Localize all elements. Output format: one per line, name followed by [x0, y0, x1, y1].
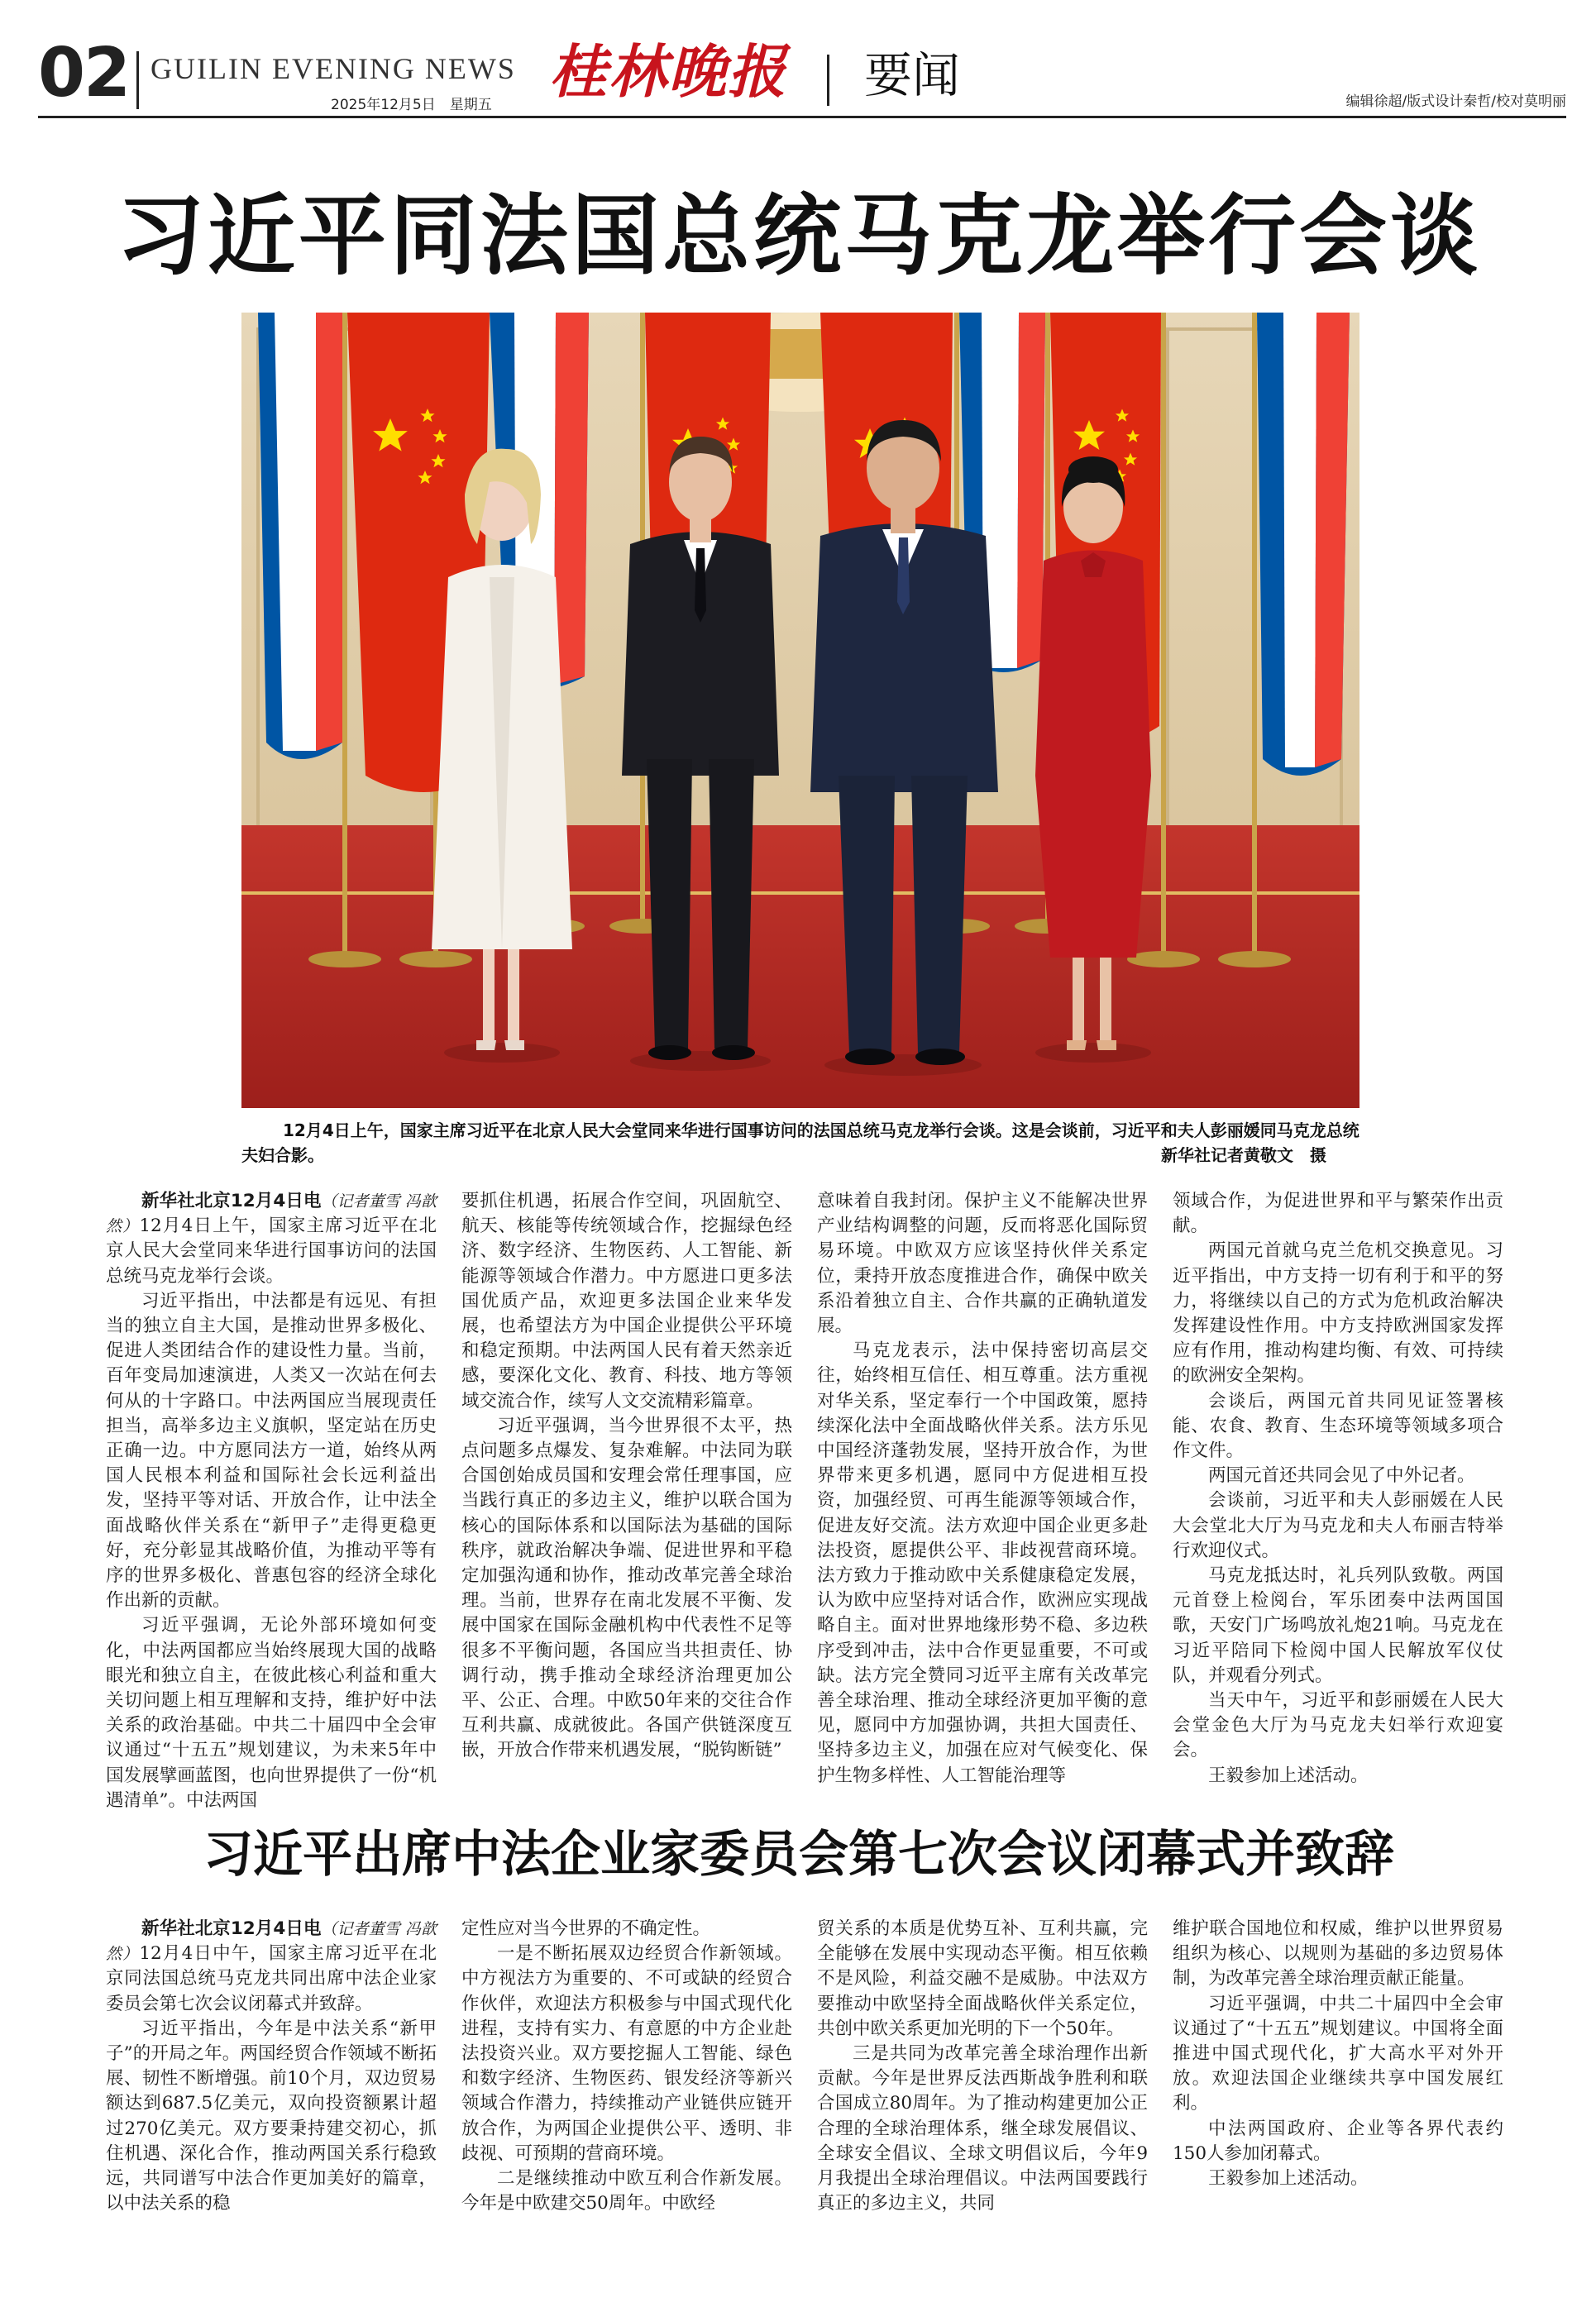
header-rule — [38, 116, 1566, 118]
paragraph: 定性应对当今世界的不确定性。 — [461, 1918, 711, 1939]
paragraph: 马克龙抵达时，礼兵列队致敬。两国元首登上检阅台，军乐团奏中法两国国歌，天安门广场鸣放礼炮21响。马克龙在习近平陪同下检阅中国人民解放军仪仗队，并观看分列式。 — [1173, 1565, 1503, 1686]
photo-credit: 新华社记者黄敬文 摄 — [1161, 1145, 1326, 1165]
paragraph: 二是继续推动中欧互利合作新发展。今年是中欧建交50周年。中欧经 — [461, 2168, 792, 2214]
paragraph: 一是不断拓展双边经贸合作新领域。中方视法方为重要的、不可或缺的经贸合作伙伴，欢迎法方积极参与中国式现代化进程，支持有实力、有意愿的中方企业赴法投资兴业。双方要挖掘人工智能、绿色和数字经济、生物医药、银发经济等新兴领域合作潜力，持续推动产业链供应链开放合作，为两国企业提供公平、透明、非歧视、可预期的营商环境。 — [461, 1943, 792, 2164]
header-divider — [827, 55, 829, 106]
paragraph: 会谈后，两国元首共同见证签署核能、农食、教育、生态环境等领域多项合作文件。 — [1173, 1390, 1503, 1462]
main-headline: 习近平同法国总统马克龙举行会谈 — [117, 185, 1481, 287]
article-body-1 — [106, 1189, 1503, 1811]
section-title: 要闻 — [864, 47, 961, 103]
news-photo — [241, 313, 1359, 1108]
paragraph: 王毅参加上述活动。 — [1208, 2168, 1369, 2190]
photo-caption — [241, 1118, 1359, 1168]
paragraph: 会谈前，习近平和夫人彭丽媛在人民大会堂北大厅为马克龙和夫人布丽吉特举行欢迎仪式。 — [1173, 1490, 1503, 1561]
paragraph: 习近平指出，今年是中法关系“新甲子”的开局之年。两国经贸合作领域不断拓展、韧性不断增强。前10个月，双边贸易额达到687.5亿美元，双向投资额累计超过270亿美元。双方要秉持建交初心，抓住机遇、深化合作，推动两国关系行稳致远，共同谱写中法合作更加美好的篇章，以中法关系的稳 — [106, 2018, 437, 2214]
paragraph: 习近平强调，当今世界很不太平，热点问题多点爆发、复杂难解。中法同为联合国创始成员国和安理会常任理事国，应当践行真正的多边主义，维护以联合国为核心的国际体系和以国际法为基础的国际秩序，就政治解决争端、促进世界和平稳定加强沟通和协作，推动改革完善全球治理。当前，世界存在南北发展不平衡、发展中国家在国际金融机构中代表性不足等很多不平衡问题，各国应当共担责任、协调行动，携手推动全球经济治理更加公平、公正、合理。中欧50年来的交往合作互利共赢、成就彼此。各国产供链深度互嵌，开放合作带来机遇发展，“脱钩断链” — [461, 1415, 792, 1761]
paragraph: 两国元首就乌克兰危机交换意见。习近平指出，中方支持一切有利于和平的努力，将继续以自己的方式为危机政治解决发挥建设性作用。中方支持欧洲国家发挥应有作用，推动构建均衡、有效、可持续的欧洲安全架构。 — [1173, 1240, 1503, 1387]
header-divider — [136, 51, 139, 109]
article-column — [106, 1917, 437, 2281]
caption-text: 12月4日上午，国家主席习近平在北京人民大会堂同来华进行国事访问的法国总统马克龙举行会谈。这是会谈前，习近平和夫人彭丽媛同马克龙总统夫妇合影。 — [241, 1120, 1359, 1165]
article-column — [1173, 1917, 1503, 2281]
paragraph: 两国元首还共同会见了中外记者。 — [1208, 1465, 1475, 1487]
lead-paragraph: 12月4日上午，国家主席习近平在北京人民大会堂同来华进行国事访问的法国总统马克龙举行会谈。 — [106, 1216, 437, 1287]
article-column — [817, 1189, 1148, 1786]
lead-paragraph: 12月4日中午，国家主席习近平在北京同法国总统马克龙共同出席中法企业家委员会第七次会议闭幕式并致辞。 — [106, 1943, 437, 2014]
paragraph: 领域合作，为促进世界和平与繁荣作出贡献。 — [1173, 1191, 1503, 1237]
article-body-2 — [106, 1917, 1503, 2281]
photo-illustration — [241, 313, 1359, 1108]
paragraph: 维护联合国地位和权威，维护以世界贸易组织为核心、以规则为基础的多边贸易体制，为改革完善全球治理贡献正能量。 — [1173, 1918, 1503, 1990]
page-number: 02 — [38, 34, 130, 112]
article-column — [1173, 1189, 1503, 1786]
paragraph: 贸关系的本质是优势互补、互利共赢，完全能够在发展中实现动态平衡。相互依赖不是风险，利益交融不是威胁。中法双方要推动中欧坚持全面战略伙伴关系定位，共创中欧关系更加光明的下一个50年。 — [817, 1918, 1148, 2039]
paragraph: 要抓住机遇，拓展合作空间，巩固航空、航天、核能等传统领域合作，挖掘绿色经济、数字经济、生物医药、人工智能、新能源等领域合作潜力。中方愿进口更多法国优质产品，欢迎更多法国企业来华发展，也希望法方为中国企业提供公平环境和稳定预期。中法两国人民有着天然亲近感，要深化文化、教育、科技、地方等领域交流合作，续写人文交流精彩篇章。 — [461, 1191, 792, 1412]
paragraph: 意味着自我封闭。保护主义不能解决世界产业结构调整的问题，反而将恶化国际贸易环境。中欧双方应该坚持伙伴关系定位，秉持开放态度推进合作，确保中欧关系沿着独立自主、合作共赢的正确轨道发展。 — [817, 1191, 1148, 1337]
paragraph: 习近平强调，中共二十届四中全会审议通过了“十五五”规划建议。中国将全面推进中国式现代化，扩大高水平对外开放。欢迎法国企业继续共享中国发展红利。 — [1173, 1993, 1503, 2114]
dateline: 新华社北京12月4日电 — [141, 1191, 322, 1211]
article-column — [817, 1917, 1148, 2281]
paragraph: 中法两国政府、企业等各界代表约150人参加闭幕式。 — [1173, 2118, 1503, 2164]
reporter-credit: （记者董雪 冯歆然） — [106, 1192, 437, 1236]
editor-credits: 编辑徐超/版式设计秦哲/校对莫明丽 — [1345, 93, 1566, 110]
reporter-credit: （记者董雪 冯歆然） — [106, 1920, 437, 1964]
paper-name-english: GUILIN EVENING NEWS — [151, 52, 516, 85]
paragraph: 王毅参加上述活动。 — [1208, 1765, 1369, 1786]
issue-date: 2025年12月5日 星期五 — [331, 97, 492, 113]
article-column — [106, 1189, 437, 1811]
article-column — [461, 1917, 792, 2281]
newspaper-logo: 桂林晚报 — [549, 37, 787, 106]
article-column — [461, 1189, 792, 1778]
secondary-headline: 习近平出席中法企业家委员会第七次会议闭幕式并致辞 — [203, 1826, 1394, 1884]
paragraph: 当天中午，习近平和彭丽媛在人民大会堂金色大厅为马克龙夫妇举行欢迎宴会。 — [1173, 1690, 1503, 1761]
paragraph: 习近平指出，中法都是有远见、有担当的独立自主大国，是推动世界多极化、促进人类团结合作的建设性力量。当前，百年变局加速演进，人类又一次站在何去何从的十字路口。中法两国应当展现责任担当，高举多边主义旗帜，坚定站在历史正确一边。中方愿同法方一道，始终从两国人民根本利益和国际社会长远利益出发，坚持平等对话、开放合作，让中法全面战略伙伴关系在“新甲子”走得更稳更好，充分彰显其战略价值，为推动平等有序的世界多极化、普惠包容的经济全球化作出新的贡献。 — [106, 1290, 437, 1612]
paragraph: 习近平强调，无论外部环境如何变化，中法两国都应当始终展现大国的战略眼光和独立自主，在彼此核心利益和重大关切问题上相互理解和支持，维护好中法关系的政治基础。中共二十届四中全会审议通过“十五五”规划建议，为未来5年中国发展擘画蓝图，也向世界提供了一份“机遇清单”。中法两国 — [106, 1615, 437, 1811]
paragraph: 马克龙表示，法中保持密切高层交往，始终相互信任、相互尊重。法方重视对华关系，坚定奉行一个中国政策，愿持续深化法中全面战略伙伴关系。法方乐见中国经济蓬勃发展，坚持开放合作，为世界带来更多机遇，愿同中方促进相互投资，加强经贸、可再生能源等领域合作，促进友好交流。法方欢迎中国企业更多赴法投资，愿提供公平、非歧视营商环境。法方致力于推动欧中关系健康稳定发展，认为欧中应坚持对话合作，欧洲应实现战略自主。面对世界地缘形势不稳、多边秩序受到冲击，法中合作更显重要，不可或缺。法方完全赞同习近平主席有关改革完善全球治理、推动全球经济更加平衡的意见，愿同中方加强协调，共担大国责任、坚持多边主义，加强在应对气候变化、保护生物多样性、人工智能治理等 — [817, 1340, 1148, 1786]
dateline: 新华社北京12月4日电 — [141, 1918, 322, 1939]
paragraph: 三是共同为改革完善全球治理作出新贡献。今年是世界反法西斯战争胜利和联合国成立80周年。为了推动构建更加公正合理的全球治理体系，继全球发展倡议、全球安全倡议、全球文明倡议后，今年9月我提出全球治理倡议。中法两国要践行真正的多边主义，共同 — [817, 2043, 1148, 2214]
